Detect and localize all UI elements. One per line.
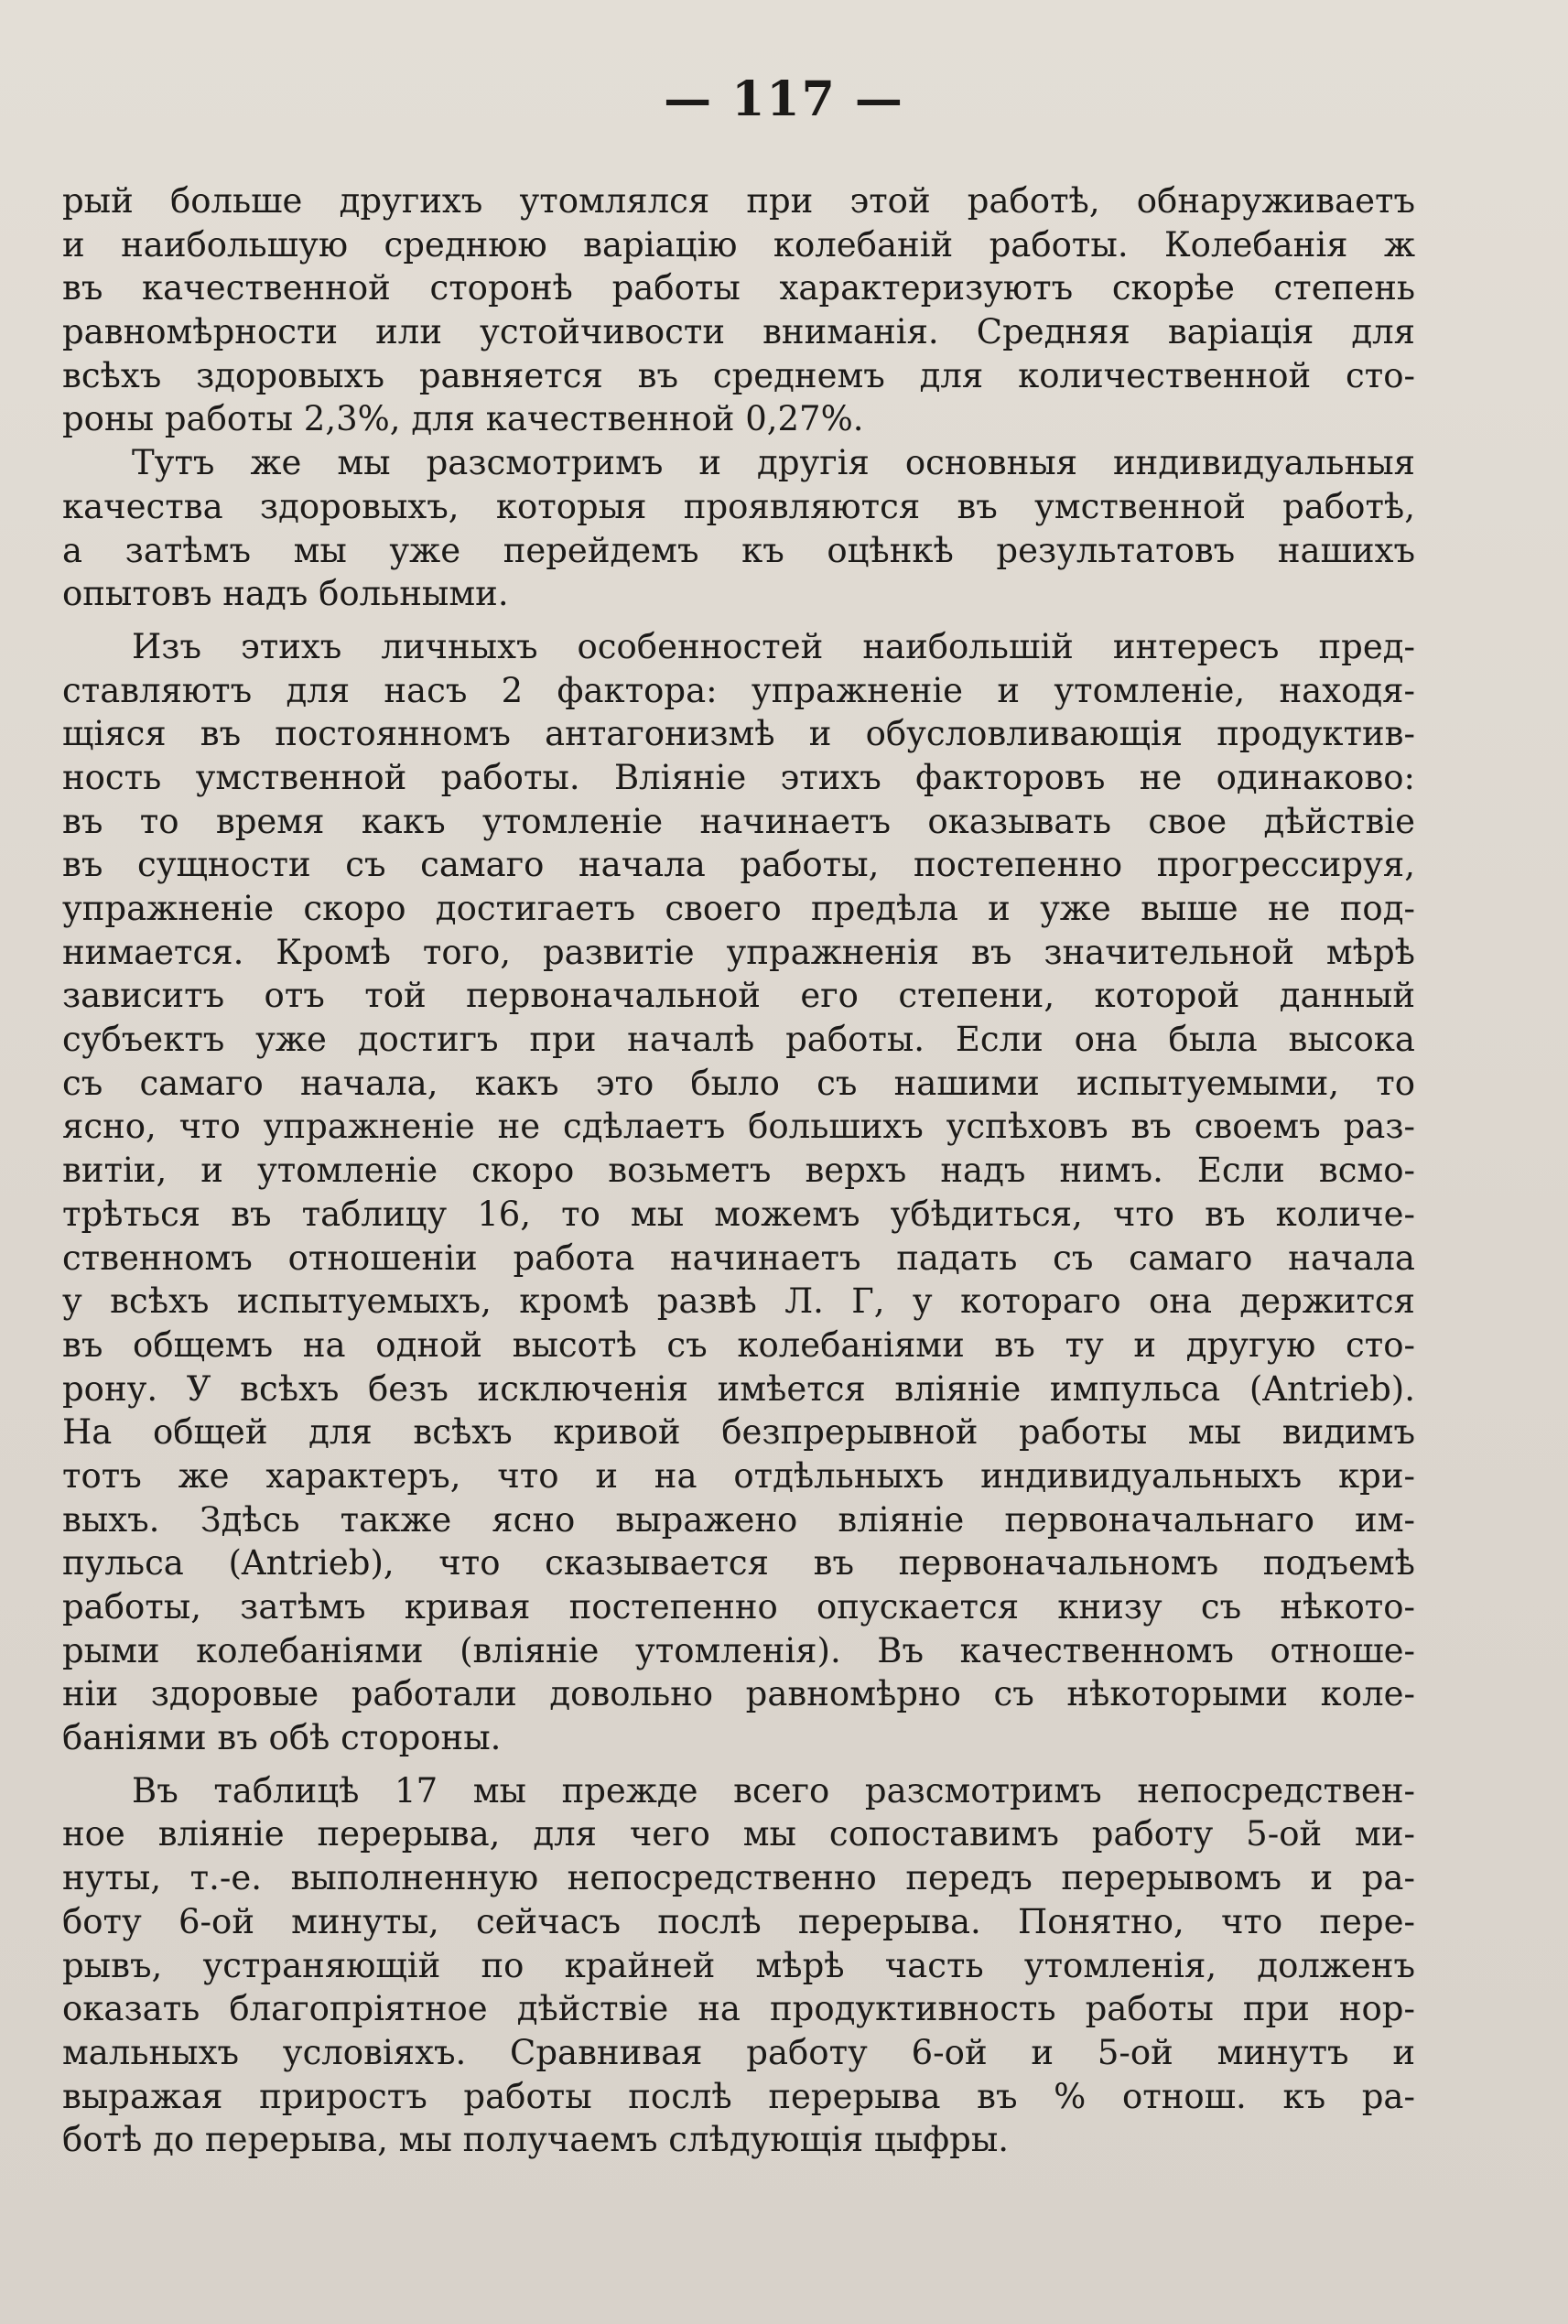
text-line: роны работы 2,3%, для качественной 0,27%. [62, 399, 864, 439]
text-line: опытовъ надъ больными. [62, 574, 509, 614]
text-line: въ то время какъ утомленіе начинаетъ оказывать свое дѣйствіе [62, 801, 1415, 841]
text-line: рону. У всѣхъ безъ исключенія имѣется вліяніе импульса (Antrieb). [62, 1368, 1415, 1409]
text-line: трѣться въ таблицу 16, то мы можемъ убѣдиться, что въ количе- [62, 1194, 1415, 1234]
text-line: ставляютъ для насъ 2 фактора: упражненіе и утомленіе, находя- [62, 670, 1415, 710]
text-line: Въ таблицѣ 17 мы прежде всего разсмотримъ непосредствен- [132, 1770, 1415, 1811]
text-line: нимается. Кромѣ того, развитіе упражненія въ значительной мѣрѣ [62, 932, 1415, 972]
text-line: боту 6-ой минуты, сейчасъ послѣ перерыва. Понятно, что пере- [62, 1901, 1415, 1941]
text-line: оказать благопріятное дѣйствіе на продуктивность работы при нор- [62, 1989, 1415, 2029]
text-line: рыми колебаніями (вліяніе утомленія). Въ качественномъ отноше- [62, 1630, 1415, 1670]
text-line: а затѣмъ мы уже перейдемъ къ оцѣнкѣ результатовъ нашихъ [62, 530, 1415, 570]
text-line: витіи, и утомленіе скоро возьметъ верхъ надъ нимъ. Если всмо- [62, 1151, 1415, 1191]
body-text [62, 179, 1415, 2162]
text-line: въ качественной сторонѣ работы характеризуютъ скорѣе степень [62, 268, 1415, 308]
text-line: ніи здоровые работали довольно равномѣрно съ нѣкоторыми коле- [62, 1674, 1415, 1714]
text-line: ственномъ отношеніи работа начинаетъ падать съ самаго начала [62, 1238, 1415, 1278]
text-line: зависитъ отъ той первоначальной его степени, которой данный [62, 976, 1415, 1016]
text-line: въ общемъ на одной высотѣ съ колебаніями въ ту и другую сто- [62, 1324, 1415, 1365]
text-line: щіяся въ постоянномъ антагонизмѣ и обусловливающія продуктив- [62, 714, 1415, 754]
page-number: — 117 — [664, 71, 904, 127]
text-line: качества здоровыхъ, которыя проявляются въ умственной работѣ, [62, 486, 1415, 526]
text-line: ность умственной работы. Вліяніе этихъ факторовъ не одинаково: [62, 757, 1415, 797]
text-line: работы, затѣмъ кривая постепенно опускается книзу съ нѣкото- [62, 1587, 1415, 1627]
text-line: рый больше другихъ утомлялся при этой работѣ, обнаруживаетъ [62, 181, 1415, 221]
text-line: баніями въ обѣ стороны. [62, 1718, 502, 1758]
text-line: ное вліяніе перерыва, для чего мы сопоставимъ работу 5-ой ми- [62, 1814, 1415, 1854]
text-line: выхъ. Здѣсь также ясно выражено вліяніе первоначальнаго им- [62, 1499, 1415, 1540]
text-line: субъектъ уже достигъ при началѣ работы. Если она была высока [62, 1020, 1415, 1060]
text-line: и наибольшую среднюю варіацію колебаній работы. Колебанія ж [62, 224, 1415, 265]
text-line: Изъ этихъ личныхъ особенностей наибольшій интересъ пред- [132, 626, 1415, 666]
text-line: ботѣ до перерыва, мы получаемъ слѣдующія цыфры. [62, 2120, 1010, 2160]
text-line: рывъ, устраняющій по крайней мѣрѣ часть утомленія, долженъ [62, 1945, 1415, 1985]
text-line: равномѣрности или устойчивости вниманія. Средняя варіація для [62, 312, 1415, 352]
text-line: всѣхъ здоровыхъ равняется въ среднемъ для количественной сто- [62, 355, 1415, 395]
text-line: мальныхъ условіяхъ. Сравнивая работу 6-ой и 5-ой минутъ и [62, 2032, 1415, 2072]
text-line: На общей для всѣхъ кривой безпрерывной работы мы видимъ [62, 1412, 1415, 1453]
text-line: упражненіе скоро достигаетъ своего предѣла и уже выше не под- [62, 889, 1415, 928]
text-line: у всѣхъ испытуемыхъ, кромѣ развѣ Л. Г, у котораго она держится [62, 1281, 1415, 1322]
text-line: Тутъ же мы разсмотримъ и другія основныя индивидуальныя [132, 443, 1415, 483]
text-line: выражая приростъ работы послѣ перерыва въ % отнош. къ ра- [62, 2076, 1415, 2116]
text-line: съ самаго начала, какъ это было съ нашими испытуемыми, то [62, 1063, 1415, 1103]
text-line: тотъ же характеръ, что и на отдѣльныхъ индивидуальныхъ кри- [62, 1455, 1415, 1496]
text-line: пульса (Antrieb), что сказывается въ первоначальномъ подъемѣ [62, 1543, 1415, 1584]
text-line: въ сущности съ самаго начала работы, постепенно прогрессируя, [62, 845, 1415, 885]
text-line: нуты, т.-е. выполненную непосредственно передъ перерывомъ и ра- [62, 1858, 1415, 1898]
text-line: ясно, что упражненіе не сдѣлаетъ большихъ успѣховъ въ своемъ раз- [62, 1107, 1415, 1147]
